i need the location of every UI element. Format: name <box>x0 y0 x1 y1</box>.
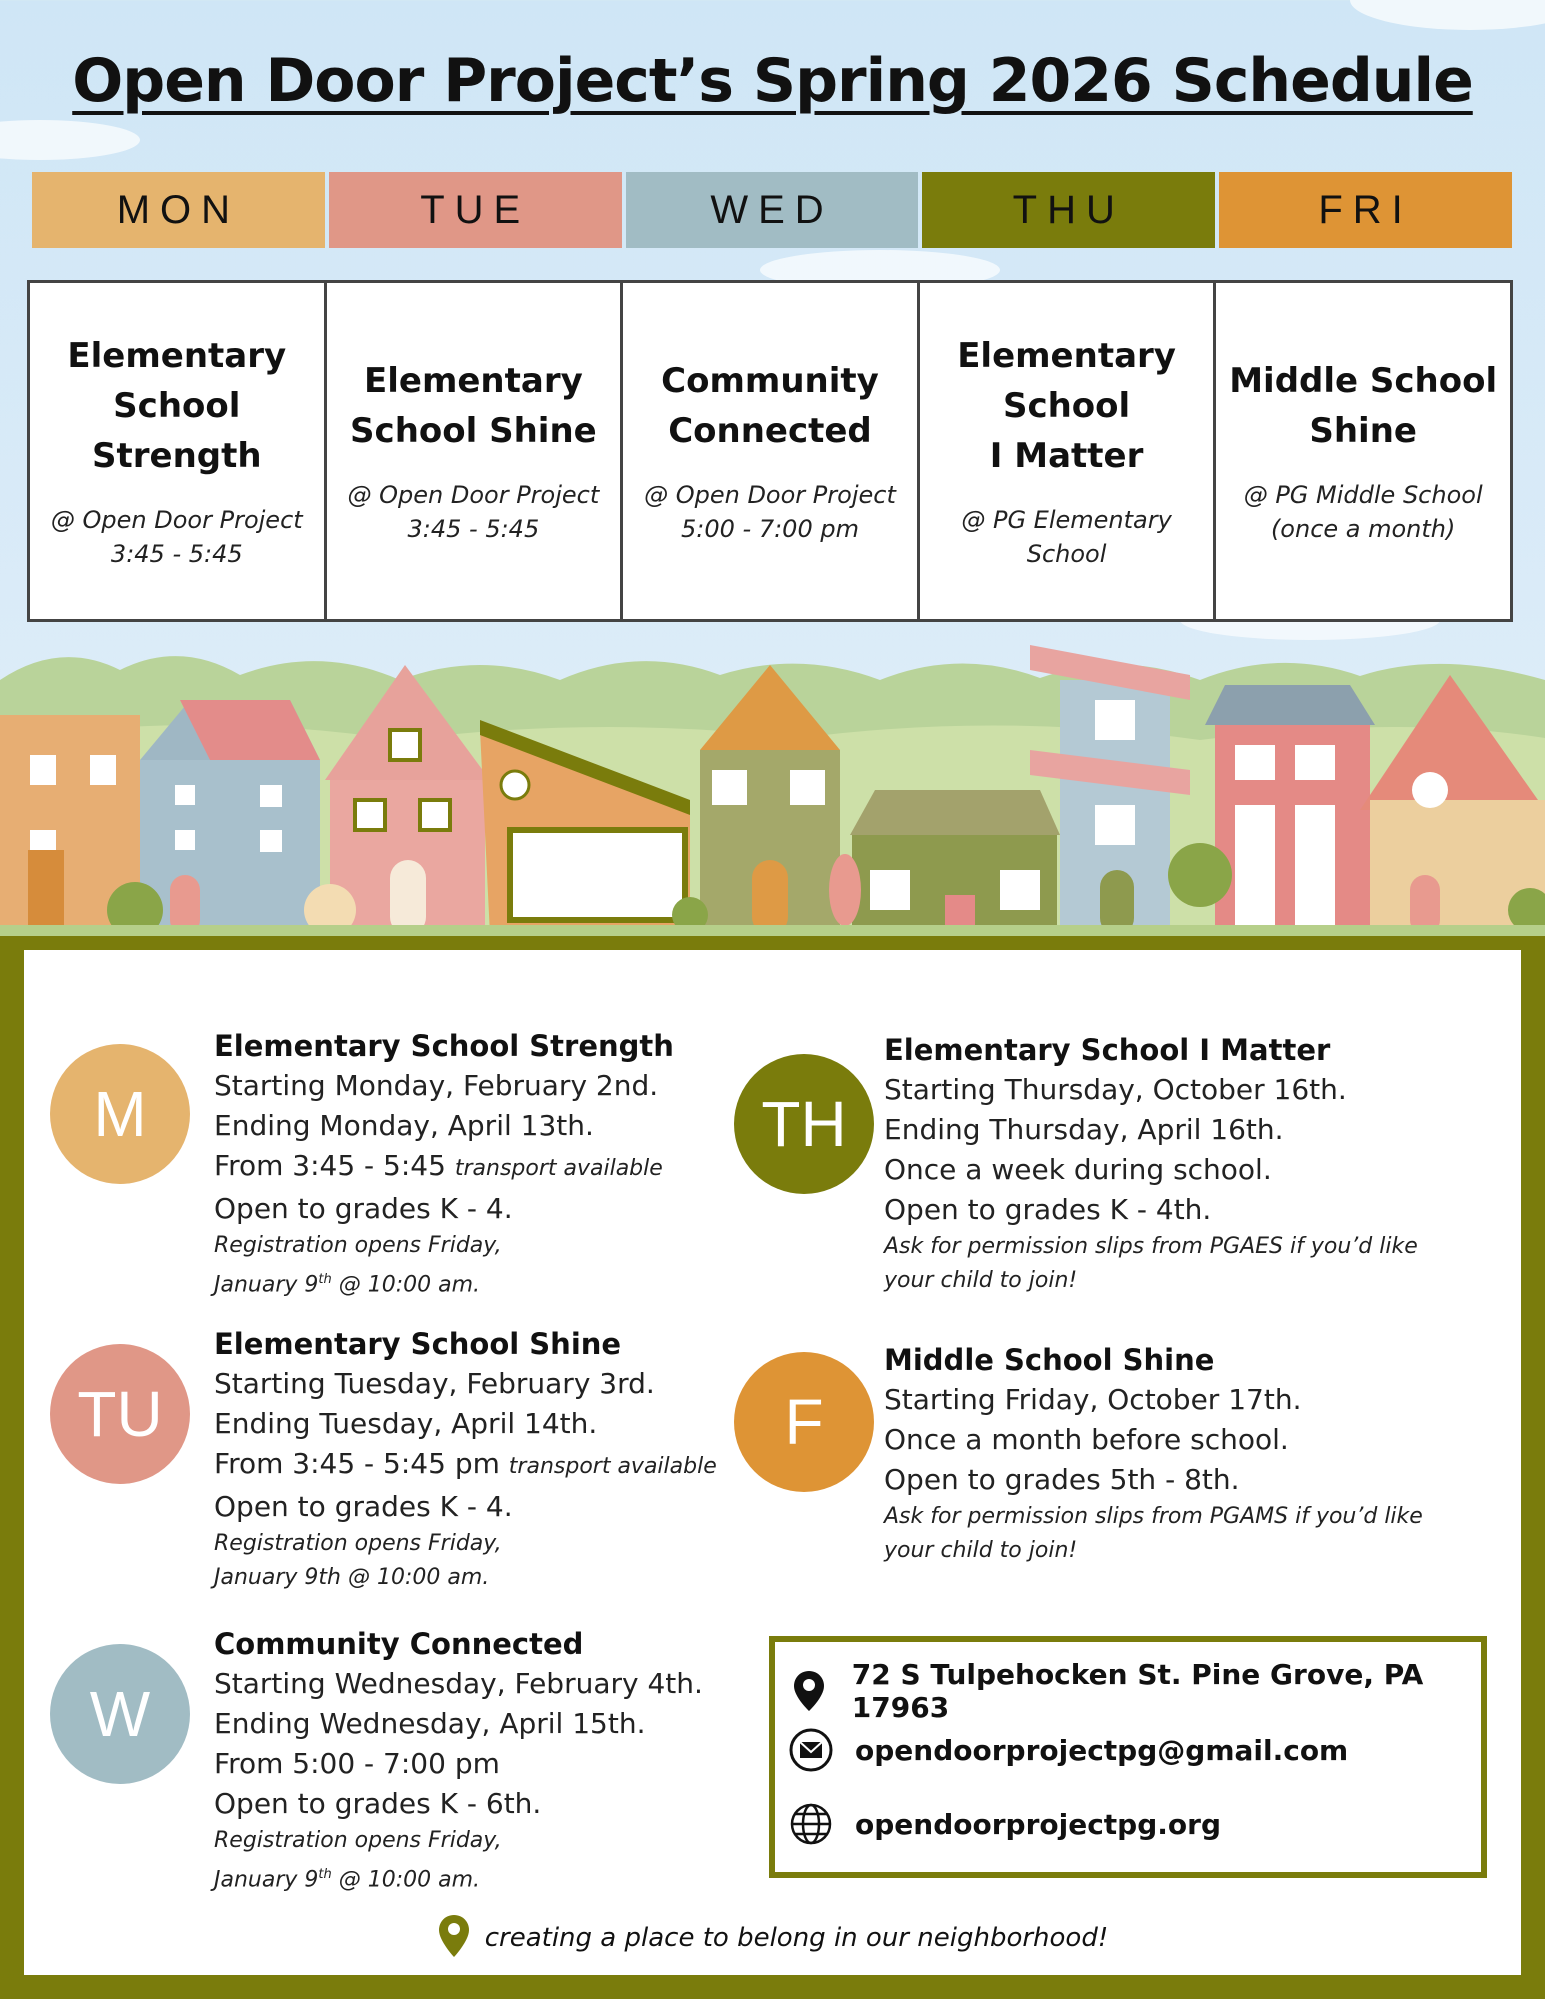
day-mon: MON <box>32 172 325 248</box>
end-date: Ending Tuesday, April 14th. <box>214 1407 598 1440</box>
start-date: Starting Friday, October 17th. <box>884 1383 1302 1416</box>
tagline <box>24 1913 1521 1963</box>
program-name: Community Connected <box>661 361 879 451</box>
program-title: Middle School Shine <box>884 1343 1215 1377</box>
start-date: Starting Wednesday, February 4th. <box>214 1667 703 1700</box>
end-date: Ending Wednesday, April 15th. <box>214 1707 646 1740</box>
badge-mon: M <box>50 1044 190 1184</box>
program-thu <box>884 1030 1484 1298</box>
mail-icon <box>789 1728 833 1772</box>
website-row[interactable] <box>789 1802 1221 1846</box>
grid-cell-tue <box>327 283 624 619</box>
cloud <box>1350 0 1545 30</box>
frequency: Once a week during school. <box>884 1153 1272 1186</box>
transport-note: transport available <box>508 1454 717 1479</box>
badge-fri: F <box>734 1352 874 1492</box>
program-place: @ Open Door Project 5:00 - 7:00 pm <box>644 481 896 543</box>
grades: Open to grades K - 6th. <box>214 1787 542 1820</box>
permission-note: your child to join! <box>884 1538 1078 1563</box>
program-name: Elementary School Strength <box>67 336 287 476</box>
page-title: Open Door Project’s Spring 2026 Schedule <box>72 46 1473 116</box>
grid-cell-fri <box>1216 283 1510 619</box>
program-fri <box>884 1340 1484 1568</box>
permission-note: Ask for permission slips from PGAES if you’d like <box>884 1234 1418 1259</box>
program-title: Community Connected <box>214 1627 584 1661</box>
grid-cell-wed <box>623 283 920 619</box>
program-title: Elementary School Shine <box>214 1327 622 1361</box>
email-row[interactable] <box>789 1728 1348 1772</box>
registration: Registration opens Friday, <box>214 1828 502 1853</box>
time: From 3:45 - 5:45 transport available <box>214 1149 663 1182</box>
permission-note: your child to join! <box>884 1268 1078 1293</box>
email-link[interactable]: opendoorprojectpg@gmail.com <box>855 1733 1349 1767</box>
cloud <box>0 120 140 160</box>
program-name: Elementary School Shine <box>350 361 597 451</box>
schedule-grid <box>27 280 1513 622</box>
details-panel <box>0 936 1545 1999</box>
registration-date: January 9th @ 10:00 am. <box>214 1867 481 1893</box>
grades: Open to grades K - 4th. <box>884 1193 1212 1226</box>
address-row <box>789 1658 1481 1724</box>
program-place: @ Open Door Project 3:45 - 5:45 <box>347 481 600 543</box>
program-place: @ PG Elementary School <box>961 506 1172 568</box>
map-pin-icon <box>437 1913 471 1963</box>
day-fri: FRI <box>1219 172 1512 248</box>
start-date: Starting Tuesday, February 3rd. <box>214 1367 655 1400</box>
registration: Registration opens Friday, <box>214 1531 502 1556</box>
frequency: Once a month before school. <box>884 1423 1289 1456</box>
grades: Open to grades 5th - 8th. <box>884 1463 1240 1496</box>
registration-date: January 9th @ 10:00 am. <box>214 1272 481 1298</box>
start-date: Starting Thursday, October 16th. <box>884 1073 1347 1106</box>
day-wed: WED <box>626 172 919 248</box>
registration: Registration opens Friday, <box>214 1233 502 1258</box>
day-tue: TUE <box>329 172 622 248</box>
grades: Open to grades K - 4. <box>214 1192 513 1225</box>
map-pin-icon <box>789 1669 830 1713</box>
grades: Open to grades K - 4. <box>214 1490 513 1523</box>
end-date: Ending Monday, April 13th. <box>214 1109 594 1142</box>
program-name: Elementary School I Matter <box>957 336 1176 476</box>
time: From 5:00 - 7:00 pm <box>214 1747 500 1780</box>
program-name: Middle School Shine <box>1229 361 1498 451</box>
address-text: 72 S Tulpehocken St. Pine Grove, PA 17963 <box>851 1658 1424 1724</box>
day-header-row <box>32 172 1512 248</box>
tagline-text: creating a place to belong in our neighborhood! <box>484 1923 1109 1953</box>
day-thu: THU <box>922 172 1215 248</box>
transport-note: transport available <box>454 1156 663 1181</box>
badge-wed: W <box>50 1644 190 1784</box>
start-date: Starting Monday, February 2nd. <box>214 1069 659 1102</box>
end-date: Ending Thursday, April 16th. <box>884 1113 1284 1146</box>
program-title: Elementary School Strength <box>214 1029 674 1063</box>
program-place: @ PG Middle School (once a month) <box>1243 481 1483 543</box>
badge-tue: TU <box>50 1344 190 1484</box>
grid-cell-thu <box>920 283 1217 619</box>
program-place: @ Open Door Project 3:45 - 5:45 <box>50 506 303 568</box>
contact-box <box>769 1636 1487 1878</box>
permission-note: Ask for permission slips from PGAMS if you’d like <box>884 1504 1423 1529</box>
program-mon <box>214 1026 754 1302</box>
registration-date: January 9th @ 10:00 am. <box>214 1565 490 1590</box>
program-wed <box>214 1624 754 1897</box>
grid-cell-mon <box>30 283 327 619</box>
town-illustration <box>0 620 1545 950</box>
program-title: Elementary School I Matter <box>884 1033 1331 1067</box>
badge-thu: TH <box>734 1054 874 1194</box>
globe-icon <box>789 1802 833 1846</box>
website-link[interactable]: opendoorprojectpg.org <box>855 1807 1221 1841</box>
program-tue <box>214 1324 754 1595</box>
time: From 3:45 - 5:45 pm transport available <box>214 1447 717 1480</box>
